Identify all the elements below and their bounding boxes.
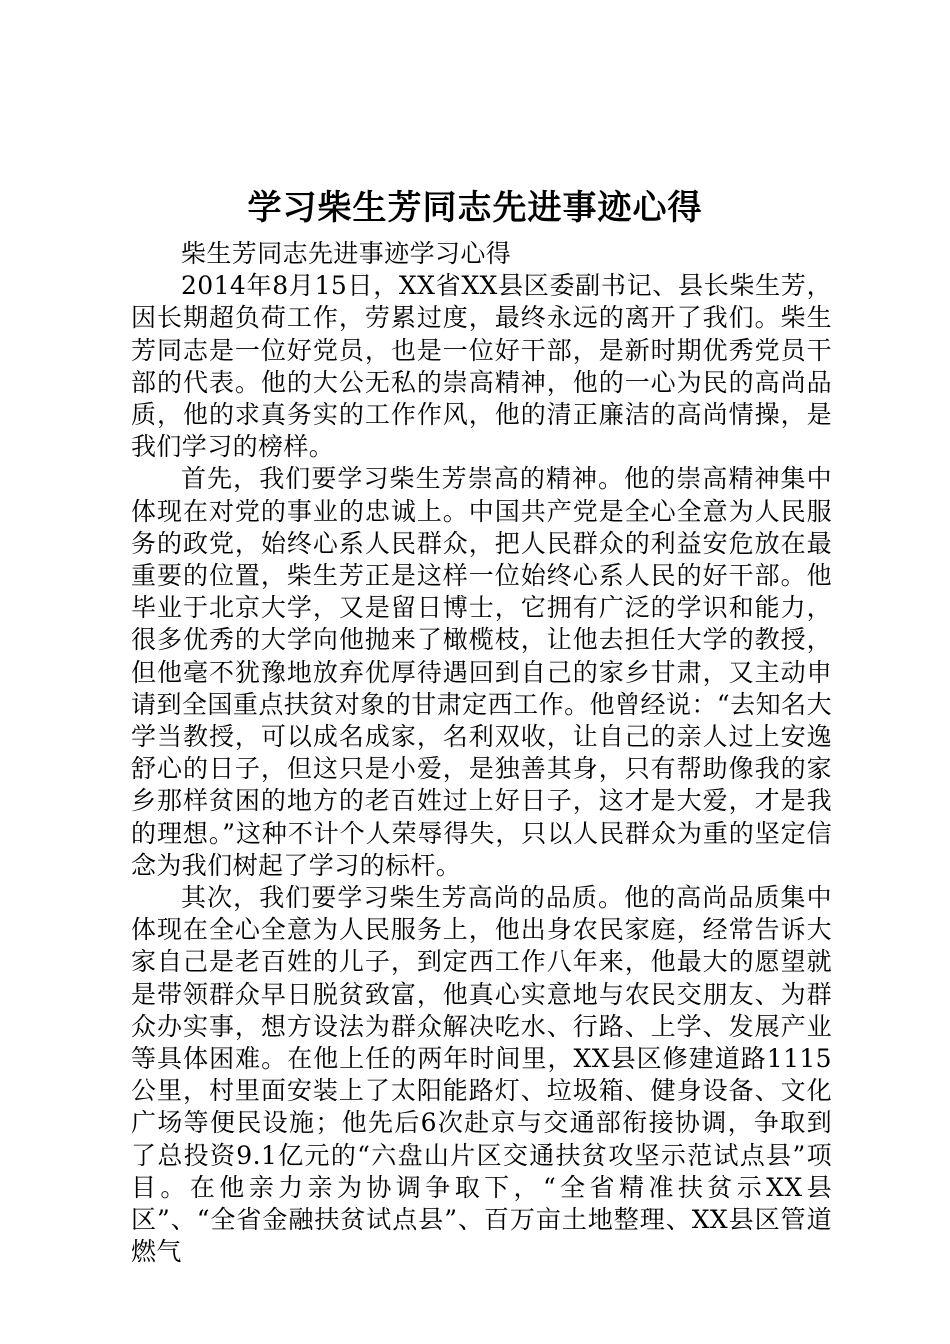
- document-body: [131, 238, 832, 1269]
- body-paragraph: 2014年8月15日，XX省XX县区委副书记、县长柴生芳，因长期超负荷工作，劳累过度，最终永远的离开了我们。柴生芳同志是一位好党员，也是一位好干部，是新时期优秀党员干部的代表。他的大公无私的崇高精神，他的一心为民的高尚品质，他的求真务实的工作作风，他的清正廉洁的高尚情操，是我们学习的榜样。: [131, 271, 832, 462]
- document-title: 学习柴生芳同志先进事迹心得: [247, 188, 703, 228]
- body-paragraph: 其次，我们要学习柴生芳高尚的品质。他的高尚品质集中体现在全心全意为人民服务上，他出身农民家庭，经常告诉大家自己是老百姓的儿子，到定西工作八年来，他最大的愿望就是带领群众早日脱贫致富，他真心实意地与农民交朋友、为群众办实事，想方设法为群众解决吃水、行路、上学、发展产业等具体困难。在他上任的两年时间里，XX县区修建道路1115公里，村里面安装上了太阳能路灯、垃圾箱、健身设备、文化广场等便民设施；他先后6次赴京与交通部衔接协调，争取到了总投资9.1亿元的“六盘山片区交通扶贫攻坚示范试点县”项目。在他亲力亲为协调争取下，“全省精准扶贫示XX县区”、“全省金融扶贫试点县”、百万亩土地整理、XX县区管道燃气: [131, 883, 832, 1267]
- body-paragraph: 首先，我们要学习柴生芳崇高的精神。他的崇高精神集中体现在对党的事业的忠诚上。中国共产党是全心全意为人民服务的政党，始终心系人民群众，把人民群众的利益安危放在最重要的位置，柴生芳正是这样一位始终心系人民的好干部。他毕业于北京大学，又是留日博士，它拥有广泛的学识和能力，很多优秀的大学向他抛来了橄榄枝，让他去担任大学的教授，但他毫不犹豫地放弃优厚待遇回到自己的家乡甘肃，又主动申请到全国重点扶贫对象的甘肃定西工作。他曾经说：“去知名大学当教授，可以成名成家，名利双收，让自己的亲人过上安逸舒心的日子，但这只是小爱，是独善其身，只有帮助像我的家乡那样贫困的地方的老百姓过上好日子，这才是大爱，才是我的理想。”这种不计个人荣辱得失，只以人民群众为重的坚定信念为我们树起了学习的标杆。: [131, 464, 832, 880]
- subtitle-paragraph: 柴生芳同志先进事迹学习心得: [181, 239, 512, 268]
